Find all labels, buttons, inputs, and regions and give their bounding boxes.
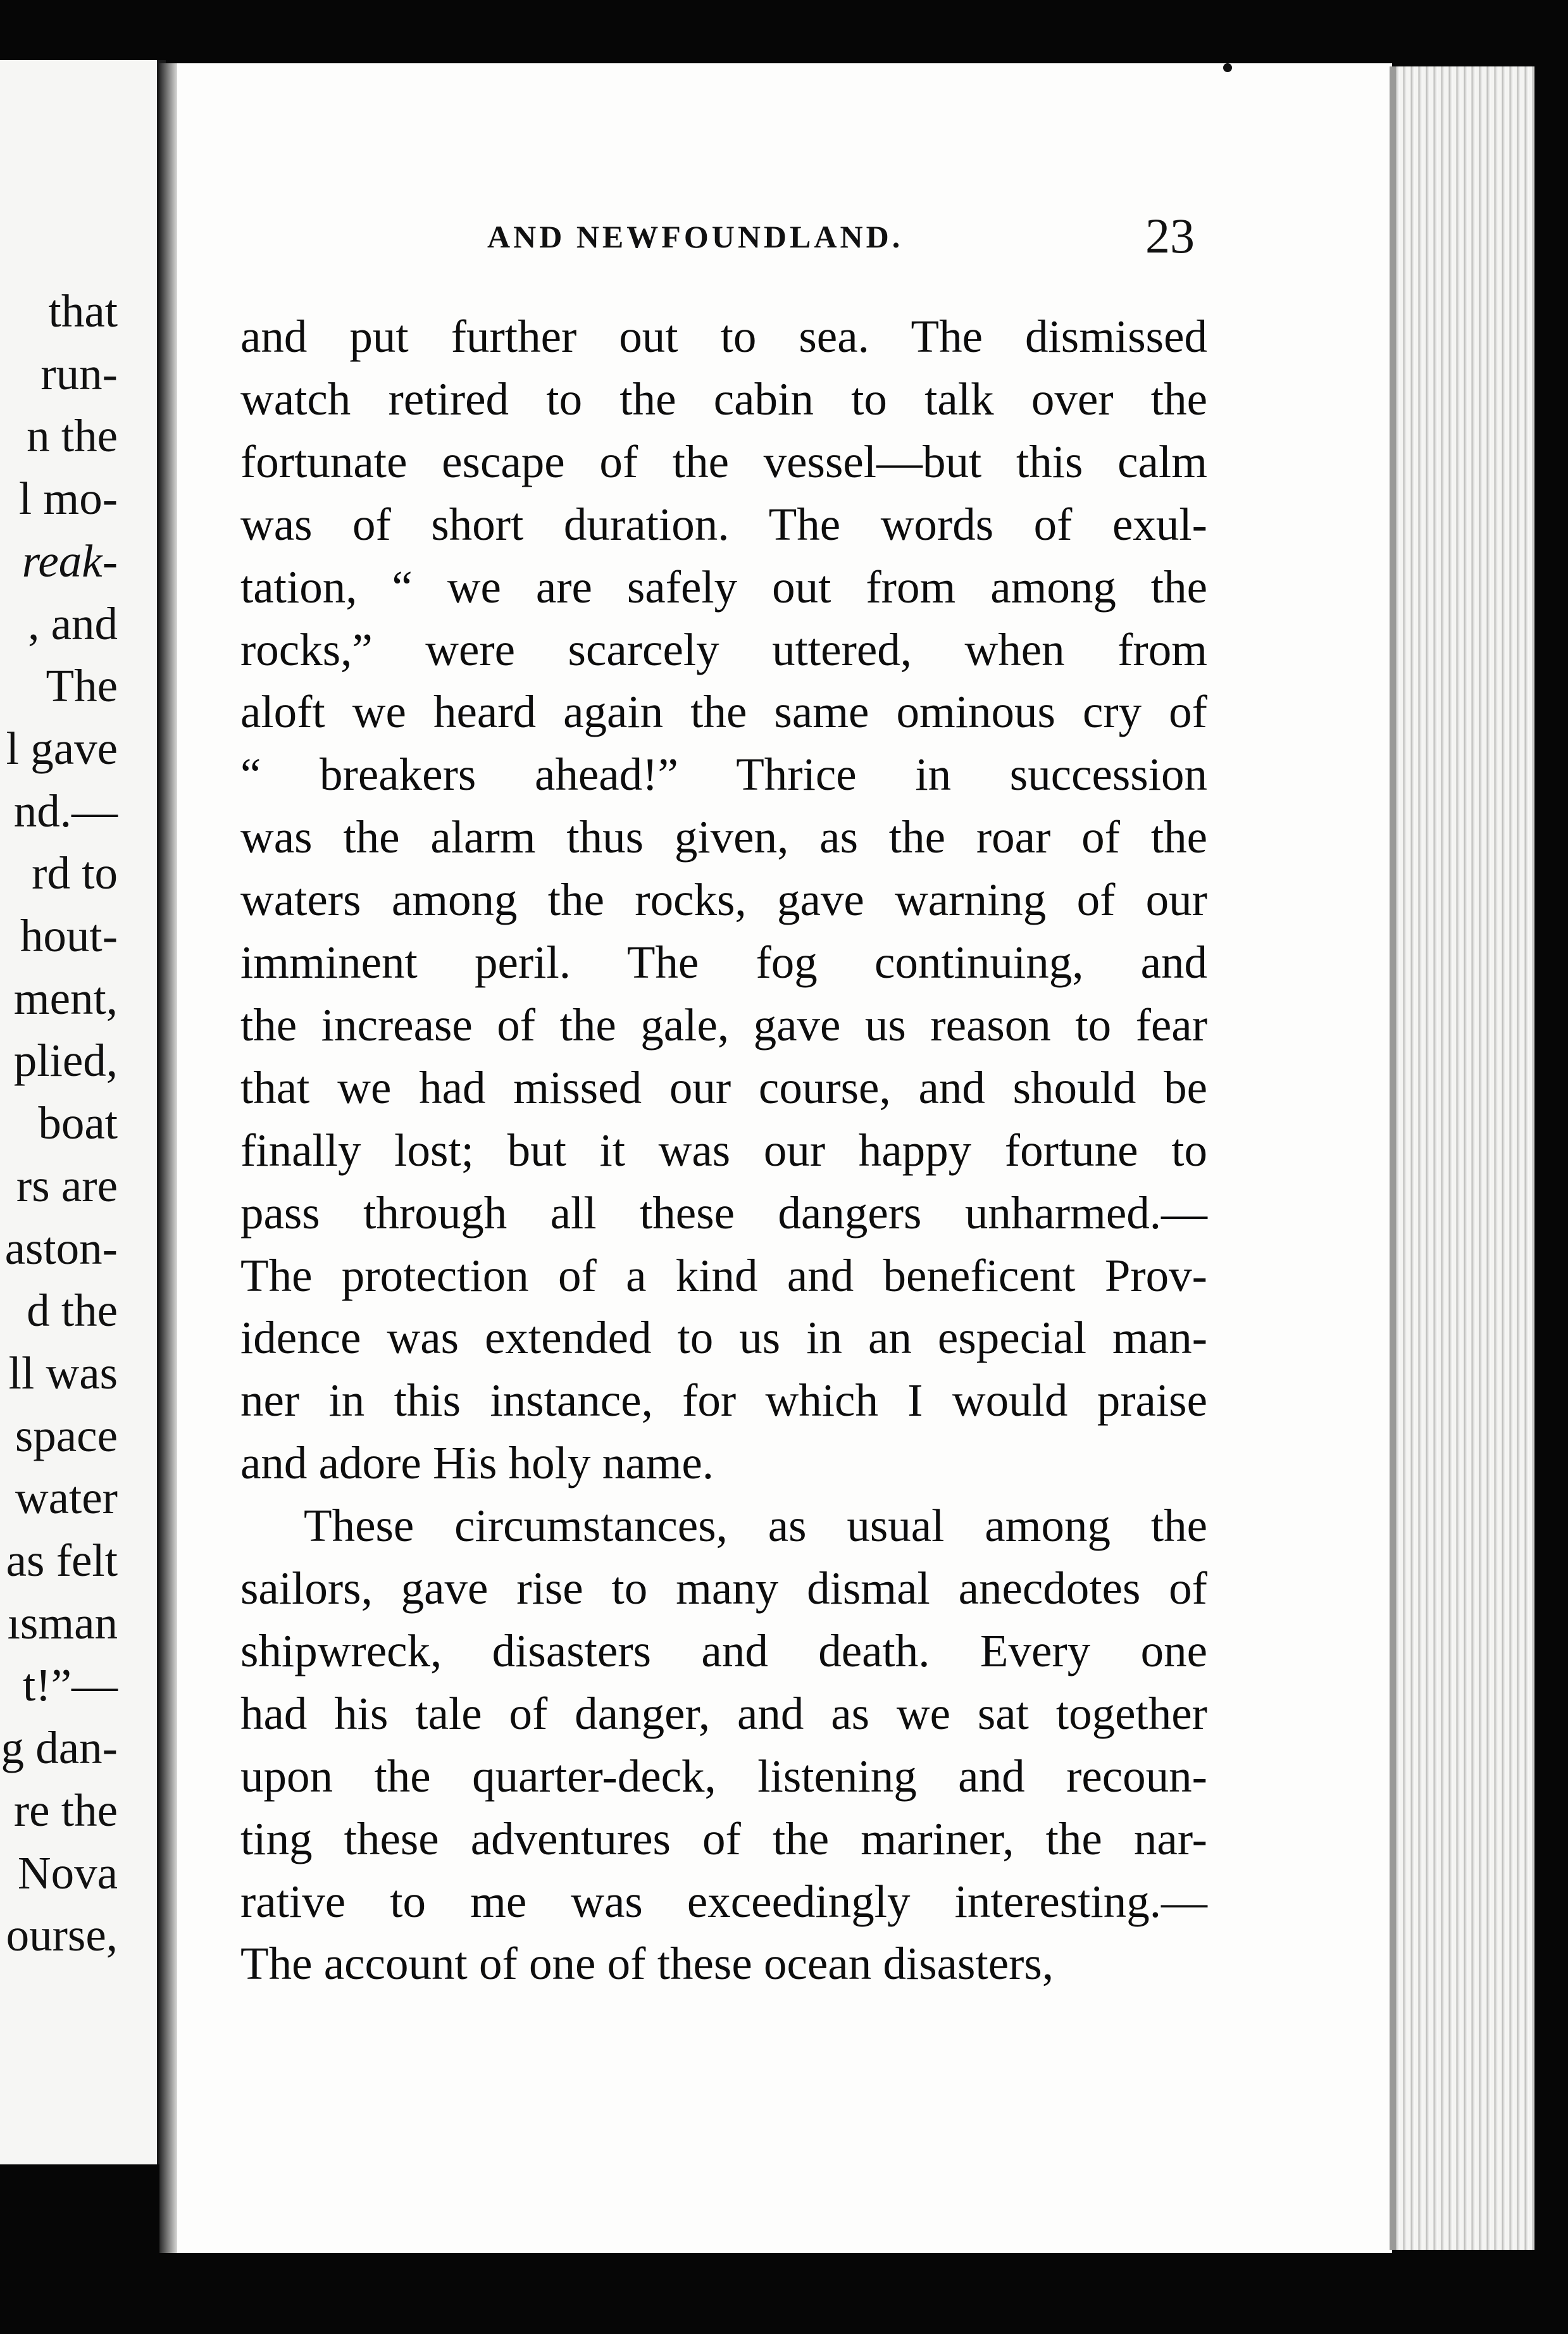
paragraph-1-line: that we had missed our course, and should be	[240, 1061, 1207, 1113]
paragraph-1-line: pass through all these dangers unharmed.—	[240, 1187, 1207, 1239]
facing-page-line: n the	[27, 410, 118, 462]
facing-page-line: t!”—	[23, 1659, 118, 1711]
facing-page-line: Nova	[17, 1847, 118, 1899]
paragraph-1-line: The protection of a kind and beneficent Prov-	[240, 1249, 1207, 1301]
paragraph-1-line: fortunate escape of the vessel—but this calm	[240, 435, 1207, 487]
ink-spot	[1223, 63, 1232, 72]
paragraph-1-line: and put further out to sea. The dismissed	[240, 311, 1207, 362]
page-edge-shadow	[1390, 66, 1396, 2250]
facing-page-line: aston-	[4, 1222, 118, 1274]
facing-page-line: plied,	[13, 1035, 118, 1087]
facing-page-line: water	[15, 1472, 118, 1524]
facing-page-fragment	[0, 60, 166, 2164]
facing-page-line: ısman	[7, 1597, 118, 1649]
facing-page-line: rs are	[16, 1159, 118, 1211]
paragraph-1-line: aloft we heard again the same ominous cry of	[240, 686, 1207, 738]
paragraph-2-line: These circumstances, as usual among the	[304, 1500, 1207, 1552]
facing-page-line: l mo-	[18, 473, 118, 525]
paragraph-1-line: ner in this instance, for which I would praise	[240, 1375, 1207, 1426]
paragraph-1-line: finally lost; but it was our happy fortune to	[240, 1124, 1207, 1176]
facing-page-line: l gave	[6, 722, 118, 774]
facing-page-line: space	[15, 1409, 118, 1461]
paragraph-2-line: shipwreck, disasters and death. Every one	[240, 1625, 1207, 1676]
paragraph-1-line: watch retired to the cabin to talk over the	[240, 373, 1207, 425]
facing-page-line: that	[48, 285, 118, 337]
paragraph-2-line: The account of one of these ocean disasters,	[240, 1938, 1054, 1990]
facing-page-line: g dan-	[1, 1722, 118, 1774]
paragraph-1-line: “ breakers ahead!” Thrice in succession	[240, 749, 1207, 801]
facing-page-line: nd.—	[13, 785, 118, 837]
facing-page-line: boat	[38, 1097, 118, 1149]
facing-page-line: d the	[27, 1285, 118, 1337]
paragraph-2-line: sailors, gave rise to many dismal anecdotes of	[240, 1563, 1207, 1614]
paragraph-1-line: idence was extended to us in an especial man-	[240, 1312, 1207, 1364]
facing-page-line: re the	[13, 1784, 118, 1836]
facing-page-line: as felt	[6, 1535, 118, 1586]
paragraph-1-line: and adore His holy name.	[240, 1437, 714, 1489]
running-head: AND NEWFOUNDLAND.	[487, 219, 904, 254]
facing-page-line: ment,	[13, 972, 118, 1024]
facing-page-line: reak-	[22, 535, 118, 587]
paragraph-2-line: upon the quarter-deck, listening and recoun-	[240, 1750, 1207, 1802]
paragraph-1-line: was the alarm thus given, as the roar of the	[240, 811, 1207, 863]
page-edges	[1392, 66, 1534, 2250]
page-number: 23	[1145, 208, 1195, 263]
paragraph-1-line: imminent peril. The fog continuing, and	[240, 937, 1207, 988]
facing-page-line: , and	[28, 597, 118, 649]
gutter-shadow	[159, 63, 177, 2253]
facing-page-line: ourse,	[6, 1909, 118, 1961]
paragraph-2-line: had his tale of danger, and as we sat together	[240, 1687, 1207, 1739]
paragraph-1-line: the increase of the gale, gave us reason to fear	[240, 999, 1207, 1051]
paragraph-1-line: waters among the rocks, gave warning of our	[240, 874, 1207, 926]
facing-page-line: run-	[40, 347, 118, 399]
facing-page-line: hout-	[20, 910, 118, 961]
paragraph-2-line: ting these adventures of the mariner, the nar-	[240, 1813, 1207, 1864]
facing-page-line: The	[46, 660, 118, 712]
paragraph-1-line: rocks,” were scarcely uttered, when from	[240, 623, 1207, 675]
facing-page-line: rd to	[32, 847, 118, 899]
facing-page-line: ll was	[8, 1347, 118, 1399]
paragraph-1-line: tation, “ we are safely out from among the	[240, 561, 1207, 613]
paragraph-2-line: rative to me was exceedingly interesting.—	[240, 1875, 1207, 1927]
paragraph-1-line: was of short duration. The words of exul-	[240, 498, 1207, 550]
